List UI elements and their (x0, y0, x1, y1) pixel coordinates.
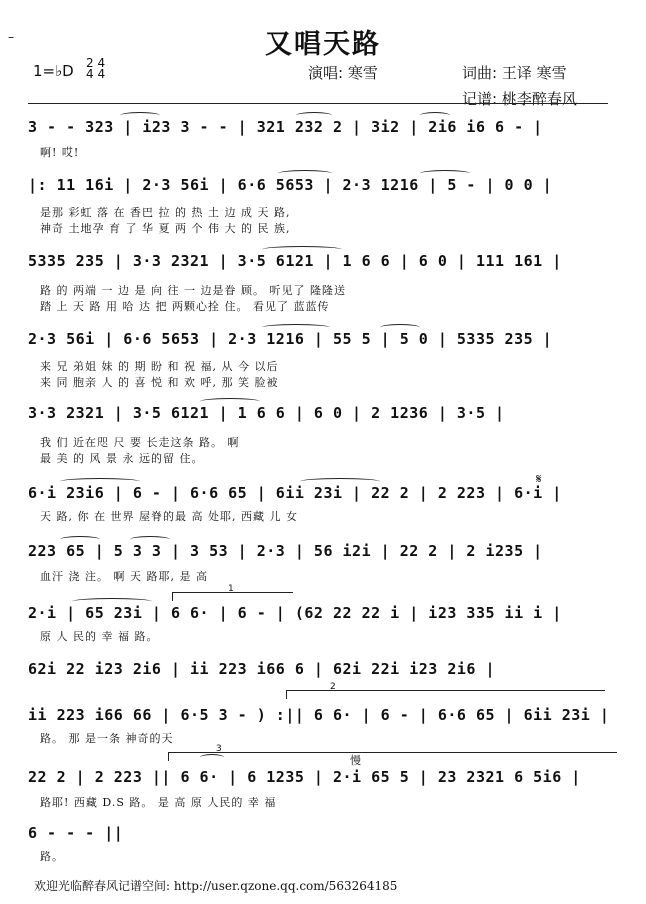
lyric-line-10: 路。 那 是一条 神奇的天 (40, 732, 174, 745)
key-signature: 1=♭D (33, 62, 74, 80)
score-line-12: 6 - - - || (28, 824, 124, 842)
tie-arc (278, 170, 332, 177)
score-line-6: 6·i 23i6 | 6 - | 6·6 65 | 6ii 23i | 22 2 | 2 223 | 6·i | (28, 484, 562, 502)
tie-arc (262, 324, 330, 331)
score-line-2: |: 11 16i | 2·3 56i | 6·6 5653 | 2·3 1216 | 5 - | 0 0 | (28, 176, 553, 194)
tie-arc (420, 112, 450, 119)
lyric-line-2b: 神奇 土地孕 育 了 华 夏 两 个 伟 大 的 民 族, (40, 222, 291, 235)
score-line-4: 2·3 56i | 6·6 5653 | 2·3 1216 | 55 5 | 5 0 | 5335 235 | (28, 330, 553, 348)
score-line-11: 22 2 | 2 223 || 6 6· | 6 1235 | 2·i 65 5 | 23 2321 6 5i6 | (28, 768, 581, 786)
lyric-line-1: 啊! 哎! (40, 146, 80, 159)
corner-dash: – (8, 30, 14, 44)
tempo-slow-mark: 慢 (350, 754, 361, 767)
score-line-3: 5335 235 | 3·3 2321 | 3·5 6121 | 1 6 6 | 6 0 | 111 161 | (28, 252, 562, 270)
tie-arc (262, 246, 342, 253)
performer: 演唱: 寒雪 (308, 64, 378, 82)
segno-mark: 𝄋 (536, 472, 542, 487)
time-signature-primary: 2 4 (86, 56, 106, 70)
volta-2-label: 2 (330, 682, 336, 692)
tie-arc (200, 398, 260, 405)
volta-1-label: 1 (228, 584, 234, 594)
notator: 记谱: 桃李醉春风 (462, 90, 577, 108)
score-line-9: 62i 22 i23 2i6 | ii 223 i66 6 | 62i 22i i23 2i6 | (28, 660, 496, 678)
score-line-1: 3 - - 323 | i23 3 - - | 321 232 2 | 3i2 | 2i6 i6 6 - | (28, 118, 543, 136)
score-line-7: 223 65 | 5 3 3 | 3 53 | 2·3 | 56 i2i | 22 2 | 2 i235 | (28, 542, 543, 560)
lyric-line-7: 血汗 浇 注。 啊 天 路耶, 是 高 (40, 570, 208, 583)
score-line-10: ii 223 i66 66 | 6·5 3 - ) :|| 6 6· | 6 - | 6·6 65 | 6ii 23i | (28, 706, 610, 724)
footer-credit: 欢迎光临醉春风记谱空间: http://user.qzone.qq.com/563264185 (34, 879, 398, 893)
volta-3-label: 3 (216, 744, 222, 754)
lyric-line-4a: 来 兄 弟姐 妹 的 期 盼 和 祝 福, 从 今 以后 (40, 360, 279, 373)
tie-arc (380, 324, 420, 331)
credits: 词曲: 王译 寒雪 (462, 64, 567, 82)
tie-arc (60, 478, 140, 485)
tie-arc (72, 598, 152, 605)
tie-arc (200, 754, 224, 761)
tie-arc (420, 170, 470, 177)
lyric-line-12: 路。 (40, 850, 64, 863)
score-line-8: 2·i | 65 23i | 6 6· | 6 - | (62 22 22 i | i23 335 ii i | (28, 604, 562, 622)
lyric-line-3a: 路 的 两端 一 边 是 向 往 一 边是眷 顾。 听见了 隆隆送 (40, 284, 346, 297)
lyric-line-5b: 最 美 的 风 景 永 远的留 住。 (40, 452, 204, 465)
song-title: 又唱天路 (265, 29, 381, 60)
lyric-line-8: 原 人 民的 幸 福 路。 (40, 630, 159, 643)
time-signature-secondary: 4 4 (86, 67, 106, 81)
tie-arc (130, 536, 170, 543)
tie-arc (120, 112, 160, 119)
lyric-line-6: 天 路, 你 在 世界 屋脊的最 高 处耶, 西藏 儿 女 (40, 510, 298, 523)
staff-top-line (28, 103, 608, 104)
time-signature (86, 58, 105, 80)
lyric-line-3b: 踏 上 天 路 用 哈 达 把 两颗心拴 住。 看见了 蓝蓝传 (40, 300, 330, 313)
lyric-line-2a: 是那 彩虹 落 在 香巴 拉 的 热 土 边 成 天 路, (40, 206, 291, 219)
tie-arc (300, 478, 380, 485)
lyric-line-4b: 来 同 胞亲 人 的 喜 悦 和 欢 呼, 那 笑 脸被 (40, 376, 279, 389)
lyric-line-11: 路耶! 西藏 D.S 路。 是 高 原 人民的 幸 福 (40, 796, 277, 809)
tie-arc (296, 112, 332, 119)
lyric-line-5a: 我 们 近在咫 尺 要 长走这条 路。 啊 (40, 436, 240, 449)
score-line-5: 3·3 2321 | 3·5 6121 | 1 6 6 | 6 0 | 2 1236 | 3·5 | (28, 404, 505, 422)
tie-arc (60, 536, 100, 543)
volta-3-bracket (168, 752, 617, 761)
